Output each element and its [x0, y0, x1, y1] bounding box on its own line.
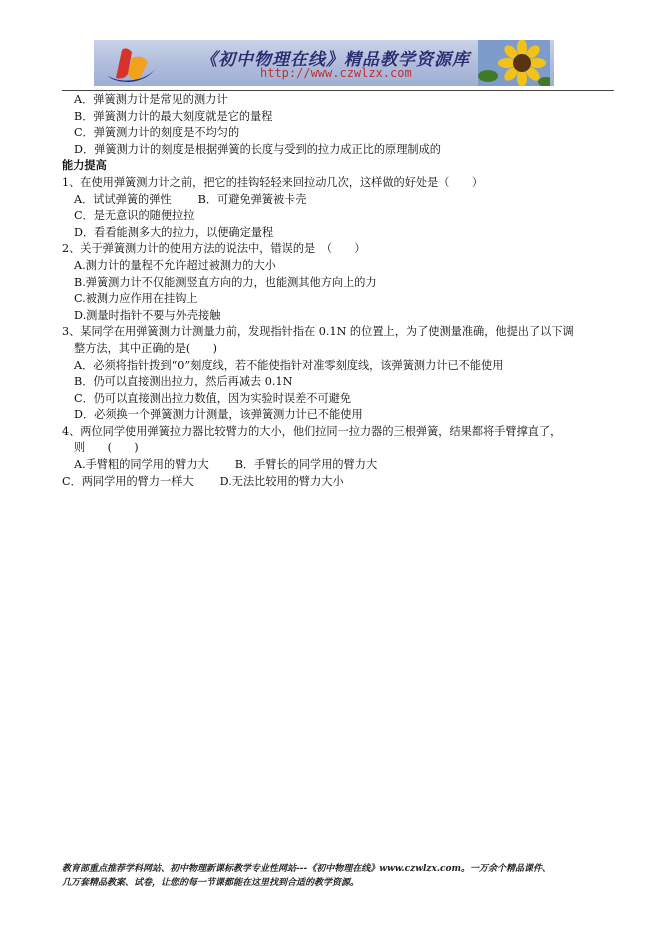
section-heading: 能力提高 [62, 159, 107, 173]
q3-option-d: D．必须换一个弹簧测力计测量，该弹簧测力计已不能使用 [74, 408, 363, 422]
intro-option-c: C．弹簧测力计的刻度是不均匀的 [74, 126, 240, 140]
q3-option-c: C．仍可以直接测出拉力数值，因为实验时误差不可避免 [74, 391, 352, 405]
q4-option-c: C．两同学用的臂力一样大 [62, 474, 194, 488]
site-banner [94, 40, 554, 86]
q3-stem-line1: 3、某同学在用弹簧测力计测量力前，发现指针指在 0.1N 的位置上，为了使测量准确，他提出了以下调 [62, 325, 574, 339]
banner-title: 《初中物理在线》精品教学资源库 [200, 50, 470, 70]
q1-option-a: A．试试弹簧的弹性 [74, 192, 172, 206]
q4-option-d: D.无法比较用的臂力大小 [219, 474, 344, 488]
q2-option-c: C.被测力应作用在挂钩上 [74, 292, 198, 306]
site-logo [102, 44, 160, 84]
sunflower-image [478, 40, 550, 86]
banner-url[interactable]: http://www.czwlzx.com [260, 66, 412, 80]
q4-option-b: B．手臂长的同学用的臂力大 [234, 458, 378, 472]
intro-option-a: A．弹簧测力计是常见的测力计 [74, 93, 228, 106]
q2-stem: 2、关于弹簧测力计的使用方法的说法中，错误的是 （ ） [62, 242, 366, 256]
question-content [62, 92, 622, 490]
q4-option-a: A.手臂粗的同学用的臂力大 [74, 458, 209, 472]
q4-stem-line1: 4、两位同学使用弹簧拉力器比较臂力的大小，他们拉同一拉力器的三根弹簧，结果都将手臂撑直了， [62, 424, 562, 438]
q1-option-d: D．看看能测多大的拉力，以便确定量程 [74, 225, 274, 239]
q1-options-ab [62, 192, 622, 209]
header-divider [62, 90, 614, 91]
q3-stem-line2: 整方法，其中正确的是( ) [74, 341, 217, 355]
footer-line-2: 几万套精品教案、试卷，让您的每一节课都能在这里找到合适的教学资源。 [62, 878, 360, 888]
q4-stem-line2: 则 ( ) [74, 441, 139, 455]
q3-option-a: A．必须将指针拨到“0”刻度线，若不能使指针对准零刻度线，该弹簧测力计已不能使用 [74, 358, 504, 372]
footer-line-1: 教育部重点推荐学科网站、初中物理新课标教学专业性网站---《初中物理在线》www.czwlzx.com。一万余个精品课件、 [62, 864, 552, 874]
intro-option-b: B．弹簧测力计的最大刻度就是它的量程 [74, 109, 273, 123]
q2-option-d: D.测量时指针不要与外壳接触 [74, 308, 221, 322]
q4-options-cd [62, 474, 622, 491]
q3-option-b: B．仍可以直接测出拉力，然后再减去 0.1N [74, 375, 293, 389]
q1-option-b: B．可避免弹簧被卡壳 [197, 192, 307, 206]
q2-option-a: A.测力计的量程不允许超过被测力的大小 [74, 258, 276, 272]
q1-option-c: C．是无意识的随便拉拉 [74, 209, 195, 223]
q4-options-ab [62, 457, 622, 474]
page-footer [62, 862, 602, 890]
intro-option-d: D．弹簧测力计的刻度是根据弹簧的长度与受到的拉力成正比的原理制成的 [74, 142, 441, 156]
q2-option-b: B.弹簧测力计不仅能测竖直方向的力，也能测其他方向上的力 [74, 275, 377, 289]
q1-stem: 1、在使用弹簧测力计之前，把它的挂钩轻轻来回拉动几次，这样做的好处是（ ） [62, 175, 484, 189]
